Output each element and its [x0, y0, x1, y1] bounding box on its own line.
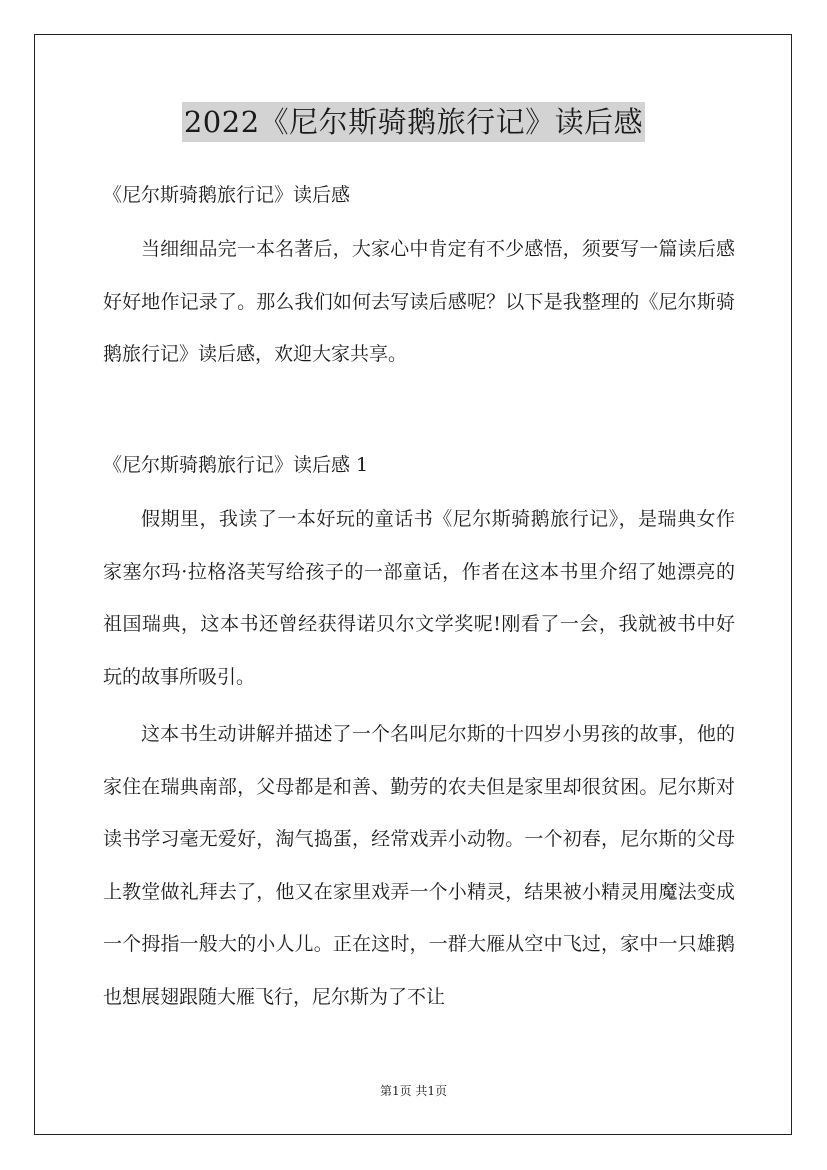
- document-title: 2022《尼尔斯骑鹅旅行记》读后感: [182, 102, 645, 142]
- section-heading: 《尼尔斯骑鹅旅行记》读后感 1: [103, 454, 369, 476]
- page-footer: 第1页 共1页: [379, 1084, 448, 1098]
- body-paragraph-1: 假期里，我读了一本好玩的童话书《尼尔斯骑鹅旅行记》，是瑞典女作家塞尔玛·拉格洛芙写给孩子的一部童话，作者在这本书里介绍了她漂亮的祖国瑞典，这本书还曾经获得诺贝尔文学奖呢!刚看了一会，我就被书中好玩的故事所吸引。: [103, 508, 735, 688]
- title-container: [0, 102, 827, 142]
- document-subtitle: 《尼尔斯骑鹅旅行记》读后感: [103, 184, 351, 206]
- body-paragraph-2: 这本书生动讲解并描述了一个名叫尼尔斯的十四岁小男孩的故事，他的家住在瑞典南部，父母都是和善、勤劳的农夫但是家里却很贫困。尼尔斯对读书学习毫无爱好，淘气捣蛋，经常戏弄小动物。一个初春，尼尔斯的父母上教堂做礼拜去了，他又在家里戏弄一个小精灵，结果被小精灵用魔法变成一个拇指一般大的小人儿。正在这时，一群大雁从空中飞过，家中一只雄鹅也想展翅跟随大雁飞行，尼尔斯为了不让: [103, 723, 735, 1008]
- intro-paragraph: 当细细品完一本名著后，大家心中肯定有不少感悟，须要写一篇读后感好好地作记录了。那么我们如何去写读后感呢？以下是我整理的《尼尔斯骑鹅旅行记》读后感，欢迎大家共享。: [103, 238, 735, 365]
